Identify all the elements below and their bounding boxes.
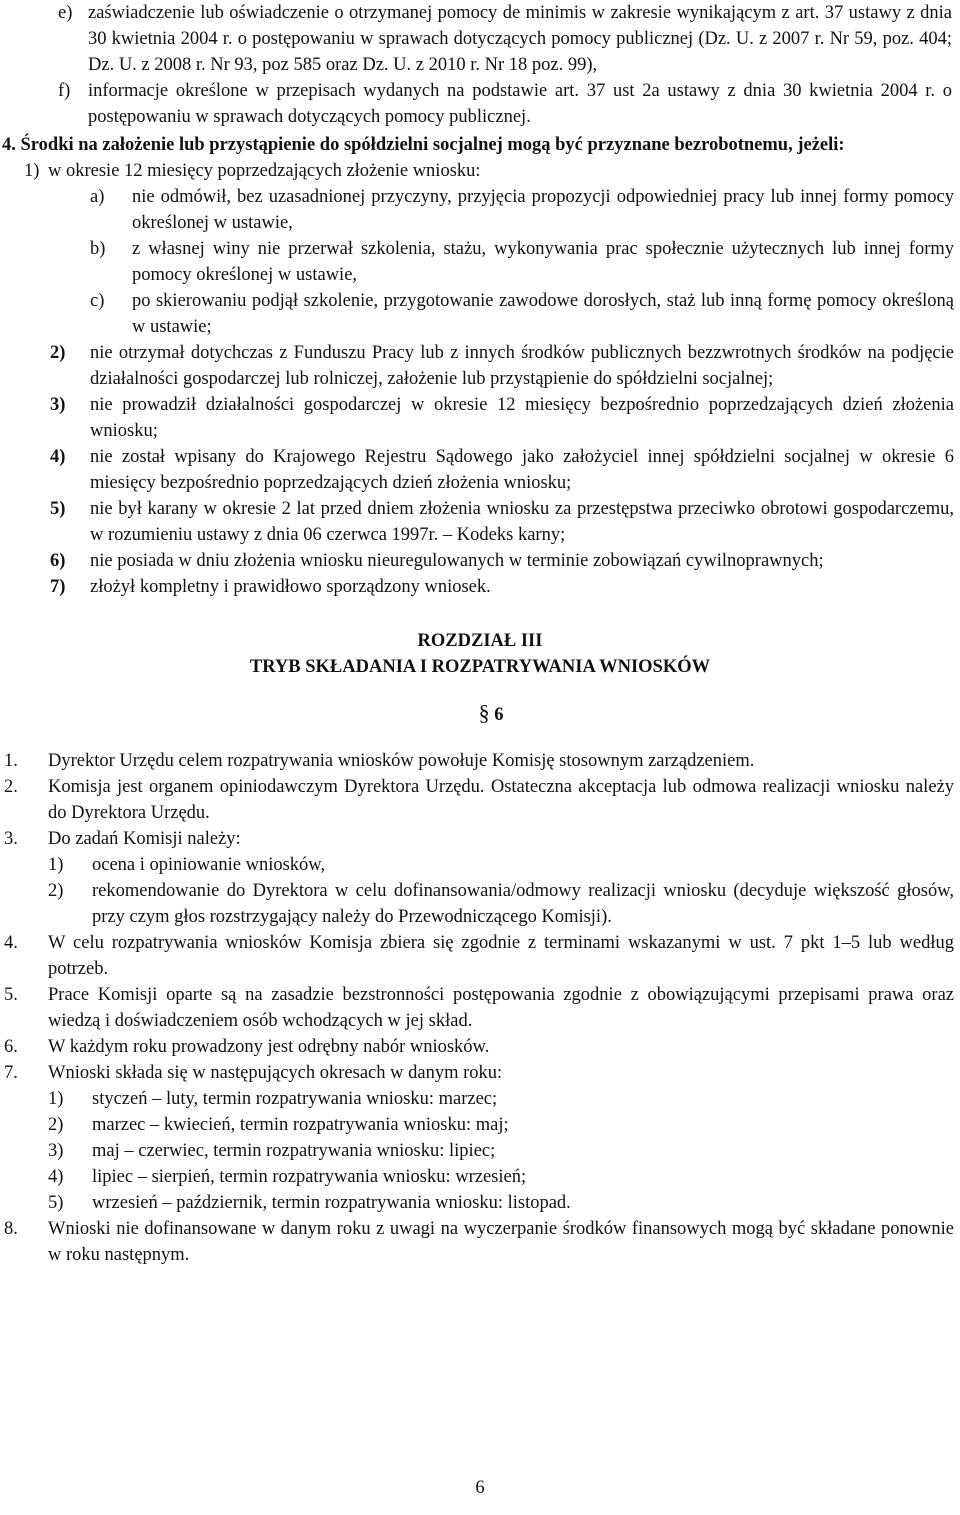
item-marker: f) — [58, 81, 71, 101]
numbered-item — [2, 930, 960, 982]
item-marker: 4) — [50, 447, 66, 467]
item-marker: 7) — [50, 577, 66, 597]
list-item — [2, 496, 960, 548]
item-marker: 3. — [4, 829, 18, 849]
item-text: z własnej winy nie przerwał szkolenia, stażu, wykonywania prac społecznie użytecznych lub innej formy pomocy określonej w ustawie, — [132, 239, 954, 285]
sub-list-item — [2, 1164, 960, 1190]
section-sign: § — [478, 700, 490, 725]
item-marker: 5) — [50, 499, 66, 519]
section-4-lead — [0, 132, 960, 158]
item-text: zaświadczenie lub oświadczenie o otrzymanej pomocy de minimis w zakresie wynikającym z art. 37 ustawy z dnia 30 kwietnia 2004 r. o postępowaniu w sprawach dotyczących pomocy publicznej (Dz. U. z 2007 r. Nr 59, poz. 404; Dz. U. z 2008 r. Nr 93, poz 585 oraz Dz. U. z 2010 r. Nr 18 poz. 99), — [88, 3, 952, 75]
item-text: nie posiada w dniu złożenia wniosku nieuregulowanych w terminie zobowiązań cywilnoprawnych; — [90, 551, 824, 571]
item-text: marzec – kwiecień, termin rozpatrywania wniosku: maj; — [92, 1115, 509, 1135]
item-marker: 7. — [4, 1063, 18, 1083]
item-text: rekomendowanie do Dyrektora w celu dofinansowania/odmowy realizacji wniosku (decyduje większość głosów, przy czym głos rozstrzygający należy do Przewodniczącego Komisji). — [92, 881, 954, 927]
item-marker: 2. — [4, 777, 18, 797]
item-text: nie został wpisany do Krajowego Rejestru Sądowego jako założyciel innej spółdzielni socjalnej w okresie 6 miesięcy bezpośrednio poprzedzających dzień złożenia wniosku; — [90, 447, 954, 493]
item-marker: 3) — [50, 395, 66, 415]
item-text: styczeń – luty, termin rozpatrywania wniosku: marzec; — [92, 1089, 498, 1109]
item-marker: 1) — [48, 1089, 64, 1109]
item-marker: 1) — [24, 161, 40, 181]
page-number: 6 — [475, 1478, 485, 1498]
list-item — [2, 340, 960, 392]
item-text: ocena i opiniowanie wniosków, — [92, 855, 326, 875]
list-item — [2, 392, 960, 444]
item-text: po skierowaniu podjął szkolenie, przygotowanie zawodowe dorosłych, staż lub inną formę pomocy określoną w ustawie; — [132, 291, 954, 337]
sub-list-item — [2, 288, 960, 340]
item-text: nie otrzymał dotychczas z Funduszu Pracy lub z innych środków publicznych bezzwrotnych środków na podjęcie działalności gospodarczej lub rolniczej, założenie lub przystąpienie do spółdzielni socjalnej; — [90, 343, 954, 389]
item-text: Wnioski składa się w następujących okresach w danym roku: — [48, 1063, 503, 1083]
item-text: Prace Komisji oparte są na zasadzie bezstronności postępowania zgodnie z obowiązującymi przepisami prawa oraz wiedzą i doświadczeniem osób wchodzących w jej skład. — [48, 985, 954, 1031]
sub-list-item — [2, 1086, 960, 1112]
sub-list-item — [2, 878, 960, 930]
item-marker: 4) — [48, 1167, 64, 1187]
item-text: W każdym roku prowadzony jest odrębny nabór wniosków. — [48, 1037, 490, 1057]
chapter-title: ROZDZIAŁ III — [417, 631, 543, 651]
item-marker: c) — [90, 291, 105, 311]
item-marker: 4. — [4, 933, 18, 953]
list-item — [2, 548, 960, 574]
chapter-heading — [0, 628, 960, 680]
paragraph-heading — [0, 700, 960, 728]
item-marker: a) — [90, 187, 105, 207]
paragraph-number: 6 — [494, 705, 504, 725]
item-marker: 8. — [4, 1219, 18, 1239]
item-marker: 5) — [48, 1193, 64, 1213]
numbered-item — [2, 748, 960, 774]
list-item — [2, 158, 960, 184]
item-text: Komisja jest organem opiniodawczym Dyrektora Urzędu. Ostateczna akceptacja lub odmowa realizacji wniosku należy do Dyrektora Urzędu. — [48, 777, 954, 823]
section-lead-text: Środki na założenie lub przystąpienie do spółdzielni socjalnej mogą być przyznane bezrobotnemu, jeżeli: — [20, 135, 845, 155]
item-text: Dyrektor Urzędu celem rozpatrywania wniosków powołuje Komisję stosownym zarządzeniem. — [48, 751, 755, 771]
item-marker: 2) — [48, 881, 64, 901]
sub-list-item — [2, 1138, 960, 1164]
item-text: w okresie 12 miesięcy poprzedzających złożenie wniosku: — [48, 161, 481, 181]
chapter-subtitle: TRYB SKŁADANIA I ROZPATRYWANIA WNIOSKÓW — [249, 657, 711, 677]
sub-list-item — [2, 852, 960, 878]
item-marker: 3) — [48, 1141, 64, 1161]
numbered-item — [2, 1034, 960, 1060]
list-item — [2, 444, 960, 496]
item-marker: 5. — [4, 985, 18, 1005]
sub-list-item — [2, 1190, 960, 1216]
numbered-item — [2, 1060, 960, 1086]
numbered-item — [2, 774, 960, 826]
numbered-item — [2, 982, 960, 1034]
item-text: nie prowadził działalności gospodarczej w okresie 12 miesięcy bezpośrednio poprzedzających dzień złożenia wniosku; — [90, 395, 954, 441]
section-number: 4. — [2, 135, 16, 155]
item-text: informacje określone w przepisach wydanych na podstawie art. 37 ust 2a ustawy z dnia 30 kwietnia 2004 r. o postępowaniu w sprawach dotyczących pomocy publicznej. — [88, 81, 952, 127]
item-text: wrzesień – październik, termin rozpatrywania wniosku: listopad. — [92, 1193, 571, 1213]
numbered-item — [2, 1216, 960, 1268]
item-marker: e) — [58, 3, 73, 23]
list-item — [2, 574, 960, 600]
list-item-f — [0, 78, 960, 130]
item-marker: 2) — [48, 1115, 64, 1135]
item-marker: 1. — [4, 751, 18, 771]
item-text: W celu rozpatrywania wniosków Komisja zbiera się zgodnie z terminami wskazanymi w ust. 7 pkt 1–5 lub według potrzeb. — [48, 933, 954, 979]
numbered-item — [2, 826, 960, 852]
item-text: lipiec – sierpień, termin rozpatrywania wniosku: wrzesień; — [92, 1167, 527, 1187]
item-marker: 1) — [48, 855, 64, 875]
item-text: Do zadań Komisji należy: — [48, 829, 241, 849]
item-text: złożył kompletny i prawidłowo sporządzony wniosek. — [90, 577, 491, 597]
item-text: nie odmówił, bez uzasadnionej przyczyny, przyjęcia propozycji odpowiedniej pracy lub innej formy pomocy określonej w ustawie, — [132, 187, 954, 233]
item-marker: 6) — [50, 551, 66, 571]
item-marker: 2) — [50, 343, 66, 363]
item-marker: b) — [90, 239, 106, 259]
item-text: maj – czerwiec, termin rozpatrywania wniosku: lipiec; — [92, 1141, 496, 1161]
sub-list-item — [2, 184, 960, 236]
sub-list-item — [2, 236, 960, 288]
item-marker: 6. — [4, 1037, 18, 1057]
item-text: Wnioski nie dofinansowane w danym roku z uwagi na wyczerpanie środków finansowych mogą być składane ponownie w roku następnym. — [48, 1219, 954, 1265]
list-item-e — [0, 0, 960, 78]
sub-list-item — [2, 1112, 960, 1138]
item-text: nie był karany w okresie 2 lat przed dniem złożenia wniosku za przestępstwa przeciwko obrotowi gospodarczemu, w rozumieniu ustawy z dnia 06 czerwca 1997r. – Kodeks karny; — [90, 499, 954, 545]
